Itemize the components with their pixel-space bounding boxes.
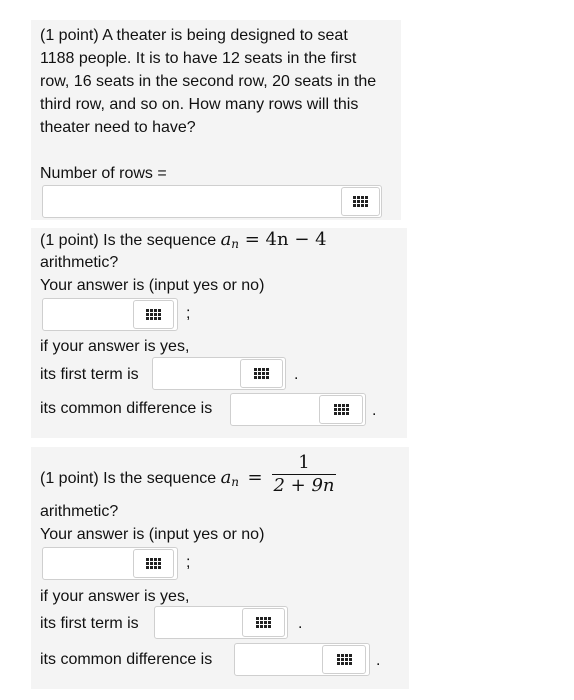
sequence-subscript: n xyxy=(231,237,240,251)
problem-3-question-line-2: arithmetic? xyxy=(40,503,119,520)
sequence-subscript: n xyxy=(231,475,240,489)
problem-3-sequence-lhs xyxy=(221,467,239,488)
problem-3-equals: = xyxy=(247,467,263,488)
problem-1-text-line-3: row, 16 seats in the second row, 20 seats in the xyxy=(40,73,377,90)
fraction-denominator: 2 + 9n xyxy=(273,475,335,496)
problem-3-common-diff-tools-button[interactable] xyxy=(322,645,366,674)
problem-1-text-line-2: 1188 people. It is to have 12 seats in the first xyxy=(40,50,357,67)
problem-2-common-diff-period: . xyxy=(372,402,377,419)
problem-2-prompt: Your answer is (input yes or no) xyxy=(40,277,265,294)
grid-icon xyxy=(256,617,271,628)
fraction-numerator: 1 xyxy=(298,452,310,473)
problem-2-prefix: (1 point) Is the sequence xyxy=(40,232,217,249)
problem-2-common-diff-tools-button[interactable] xyxy=(319,395,363,424)
number-of-rows-input[interactable] xyxy=(42,185,382,218)
problem-1-text-line-5: theater need to have? xyxy=(40,119,196,136)
sequence-variable: a xyxy=(220,229,232,250)
problem-2-first-term-tools-button[interactable] xyxy=(240,359,283,388)
number-of-rows-label: Number of rows = xyxy=(40,165,167,182)
problem-3-common-diff-label: its common difference is xyxy=(40,651,213,668)
problem-3-prompt: Your answer is (input yes or no) xyxy=(40,526,265,543)
problem-3-prefix: (1 point) Is the sequence xyxy=(40,470,217,487)
grid-icon xyxy=(254,368,269,379)
problem-2-first-term-label: its first term is xyxy=(40,366,139,383)
grid-icon xyxy=(146,309,161,320)
problem-2-common-diff-label: its common difference is xyxy=(40,400,213,417)
problem-3-first-term-period: . xyxy=(298,615,303,632)
grid-icon xyxy=(337,654,352,665)
problem-3-if-yes: if your answer is yes, xyxy=(40,588,190,605)
number-of-rows-tools-button[interactable] xyxy=(341,187,380,216)
problem-2-yes-no-tools-button[interactable] xyxy=(133,300,174,329)
problem-2-sequence-formula xyxy=(221,229,327,250)
sequence-rhs: = 4n − 4 xyxy=(239,229,327,250)
grid-icon xyxy=(334,404,349,415)
sequence-variable: a xyxy=(220,467,232,488)
problem-3-separator: ; xyxy=(186,554,191,571)
problem-2-question-line-2: arithmetic? xyxy=(40,254,119,271)
problem-3-common-diff-period: . xyxy=(376,652,381,669)
problem-3-yes-no-tools-button[interactable] xyxy=(133,549,174,578)
problem-1-text-line-1: (1 point) A theater is being designed to seat xyxy=(40,27,348,44)
problem-2-separator: ; xyxy=(186,305,191,322)
grid-icon xyxy=(353,196,368,207)
problem-3-first-term-tools-button[interactable] xyxy=(242,608,285,637)
problem-3-first-term-label: its first term is xyxy=(40,615,139,632)
problem-1-text-line-4: third row, and so on. How many rows will this xyxy=(40,96,359,113)
grid-icon xyxy=(146,558,161,569)
problem-3-question-line-1 xyxy=(40,466,263,494)
problem-2-if-yes: if your answer is yes, xyxy=(40,338,190,355)
problem-2-first-term-period: . xyxy=(294,366,299,383)
problem-3-fraction xyxy=(272,452,336,496)
